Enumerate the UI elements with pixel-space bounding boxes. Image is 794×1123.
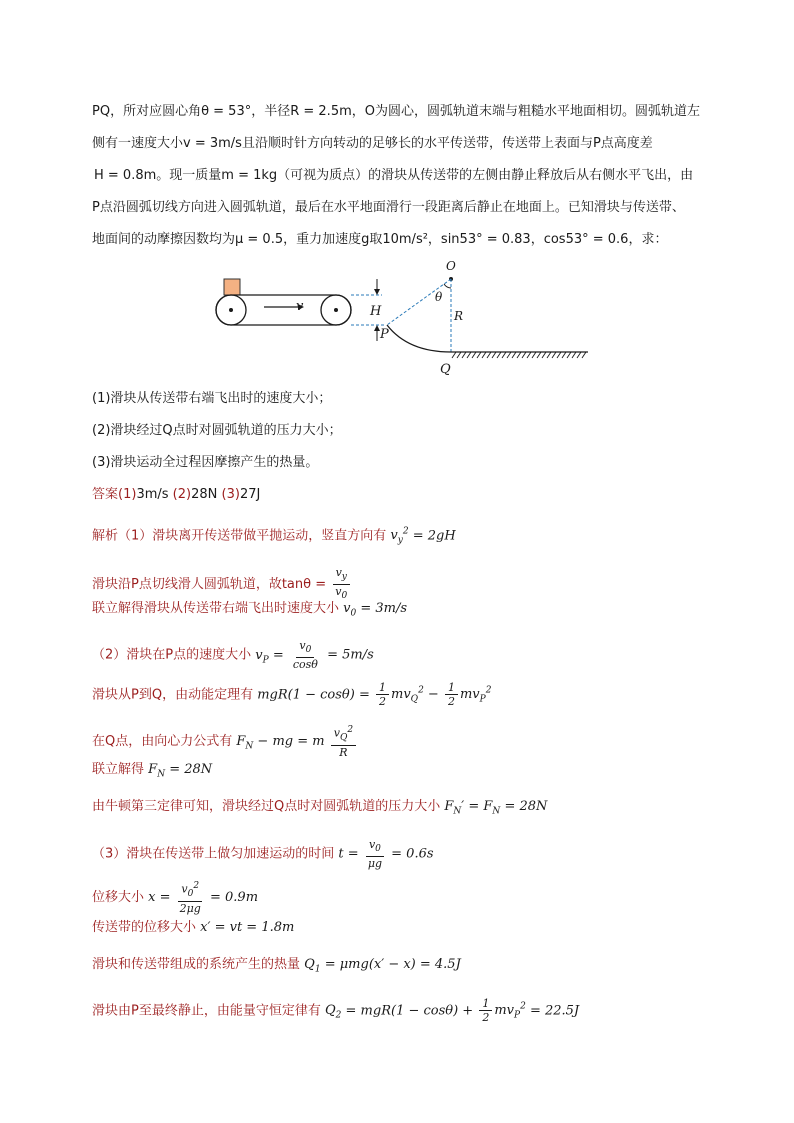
ground-hatch-mark	[577, 352, 581, 358]
ground-hatch-mark	[542, 352, 546, 358]
ground-hatch-mark	[512, 352, 516, 358]
ground-hatch-mark	[507, 352, 511, 358]
solution-line-13: 滑块由P至最终静止，由能量守恒定律有 $Q_2 = mgR(1 - \cos\theta)$ + $\frac{1}{2}$ $mv_P^2 = 22.5J$	[92, 997, 580, 1025]
ground-hatch-mark	[537, 352, 541, 358]
solution-line-4: （2）滑块在P点的速度大小 $v_P$ = $\frac{v_0}{\cos\theta}$ = 5m/s	[92, 639, 374, 672]
solution-line-2: 滑块沿P点切线滑人圆弧轨道，故tanθ = $\frac{v_y}{v_0}$	[92, 566, 352, 603]
solution-4-eq: = 5m/s	[327, 647, 374, 663]
ground-hatch-mark	[502, 352, 506, 358]
solution-9-text: （3）滑块在传送带上做匀加速运动的时间	[92, 846, 335, 862]
solution-2-text: 滑块沿P点切线滑人圆弧轨道，故tanθ =	[92, 577, 327, 593]
answer-3-value: 27J	[239, 487, 261, 502]
solution-line-7: 联立解得 $F_N = 28N$	[92, 762, 213, 780]
solution-3-eq: = 3m/s	[360, 601, 408, 616]
problem-line-1: PQ，所对应圆心角θ = 53°，半径R = 2.5m，O为圆心，圆弧轨道末端与粗糙水平地面相切。圆弧轨道左	[92, 104, 700, 119]
solution-line-5: 滑块从P到Q，由动能定理有 mgR(1 − cosθ) = $\frac{1}{2}$ $mv_Q^2$ − $\frac{1}{2}$ $mv_P^2$	[92, 681, 492, 709]
problem-line-5: 地面间的动摩擦因数均为μ = 0.5，重力加速度g取10m/s²，sin53° = 0.83，cos53° = 0.6，求：	[92, 232, 668, 247]
problem-line-3: H = 0.8m。现一质量m = 1kg（可视为质点）的滑块从传送带的左侧由静止释放后从右侧水平飞出，由	[94, 168, 694, 183]
solution-8-text: 由牛顿第三定律可知，滑块经过Q点时对圆弧轨道的压力大小	[92, 799, 441, 814]
point-q-label: Q	[440, 362, 451, 377]
ground-hatch-mark	[492, 352, 496, 358]
ground-hatch-mark	[482, 352, 486, 358]
solution-line-11	[92, 918, 294, 938]
ground-hatch-mark	[457, 352, 461, 358]
solution-10-eq: = 0.9m	[210, 889, 259, 905]
ground-hatch-mark	[477, 352, 481, 358]
radius-label: R	[454, 309, 464, 323]
ground-hatch-mark	[527, 352, 531, 358]
ground-hatch-mark	[472, 352, 476, 358]
ground-hatch-mark	[467, 352, 471, 358]
ground-hatch-mark	[557, 352, 561, 358]
solution-9-eq: = 0.6s	[391, 846, 434, 862]
solution-6-eq: − mg = m	[257, 733, 325, 749]
ground-hatch-mark	[452, 352, 456, 358]
problem-line-4: P点沿圆弧切线方向进入圆弧轨道，最后在水平地面滑行一段距离后静止在地面上。已知滑块与传送带、	[92, 200, 685, 215]
solution-11-eq: x′ = vt = 1.8m	[200, 920, 295, 935]
point-p-label: P	[380, 327, 389, 342]
solution-line-3: 联立解得滑块从传送带右端飞出时速度大小 $v_0 = 3m/s$	[92, 601, 408, 619]
ground-hatch-mark	[562, 352, 566, 358]
ground-hatch-mark	[552, 352, 556, 358]
ground-hatch-mark	[532, 352, 536, 358]
solution-7-eq: = 28N	[169, 762, 213, 777]
answer-2-tag: (2)	[172, 487, 192, 502]
solution-6-text: 在Q点，由向心力公式有	[92, 733, 233, 749]
solution-line-10: 位移大小 x = $\frac{v_0^2}{2\mu g}$ = 0.9m	[92, 881, 259, 915]
ground-hatch-mark	[497, 352, 501, 358]
problem-line-2: 侧有一速度大小v = 3m/s且沿顺时针方向转动的足够长的水平传送带，传送带上表面与P点高度差	[92, 136, 653, 151]
velocity-label: v	[296, 299, 304, 314]
center-label: O	[446, 259, 456, 273]
answer-2-value: 28N	[191, 487, 218, 502]
answer-3-tag: (3)	[221, 487, 240, 502]
solution-1-text: 解析（1）滑块离开传送带做平抛运动，竖直方向有	[92, 528, 387, 544]
ground-hatch-mark	[487, 352, 491, 358]
solution-5-text: 滑块从P到Q，由动能定理有	[92, 687, 254, 703]
angle-label: θ	[435, 290, 443, 304]
question-1: (1)滑块从传送带右端飞出时的速度大小；	[92, 391, 332, 406]
solution-3-text: 联立解得滑块从传送带右端飞出时速度大小	[92, 601, 340, 616]
ground-hatch-mark	[462, 352, 466, 358]
solution-line-12: 滑块和传送带组成的系统产生的热量 $Q_1 = \mu mg(x' - x) = 4.5J$	[92, 957, 461, 975]
answer-1-tag: (1)	[118, 487, 137, 502]
ground-hatch-mark	[567, 352, 571, 358]
solution-8-eq: = 28N	[504, 799, 548, 814]
conveyor-belt	[216, 295, 351, 325]
solution-line-9: （3）滑块在传送带上做匀加速运动的时间 t = $\frac{v_0}{\mu g}$ = 0.6s	[92, 838, 434, 871]
solution-1-eq: = 2gH	[412, 528, 456, 544]
ground-hatch-mark	[547, 352, 551, 358]
solution-line-6: 在Q点，由向心力公式有 $F_N$ − mg = m $\frac{v_Q^2}{R}$	[92, 724, 358, 759]
solution-11-text: 传送带的位移大小	[92, 920, 197, 935]
solution-line-8: 由牛顿第三定律可知，滑块经过Q点时对圆弧轨道的压力大小 $F_N' = F_N = 28N$	[92, 799, 548, 817]
solution-12-eq: = μmg(x′ − x) = 4.5J	[324, 957, 461, 972]
ground-hatch-mark	[522, 352, 526, 358]
ground-hatch-mark	[517, 352, 521, 358]
solution-13-text: 滑块由P至最终静止，由能量守恒定律有	[92, 1003, 321, 1019]
answer-line	[92, 485, 260, 505]
slider-block	[224, 279, 240, 295]
solution-13-tail: = 22.5J	[529, 1003, 580, 1019]
ground-hatch-mark	[582, 352, 586, 358]
question-3: (3)滑块运动全过程因摩擦产生的热量。	[92, 455, 319, 470]
solution-13-eq: = mgR(1 − cosθ) +	[345, 1003, 474, 1019]
solution-7-text: 联立解得	[92, 762, 145, 777]
answer-1-value: 3m/s	[136, 487, 169, 502]
arc-track	[387, 325, 451, 352]
ground-hatch-mark	[572, 352, 576, 358]
solution-4-text: （2）滑块在P点的速度大小	[92, 647, 252, 663]
answer-prefix: 答案	[92, 487, 119, 502]
question-2: (2)滑块经过Q点时对圆弧轨道的压力大小；	[92, 423, 342, 438]
physics-figure	[200, 255, 600, 380]
height-label: H	[370, 304, 382, 319]
solution-line-1: 解析（1）滑块离开传送带做平抛运动，竖直方向有 $v_y^2 = 2gH$	[92, 527, 456, 546]
solution-5-eq: mgR(1 − cosθ) =	[257, 687, 370, 703]
solution-12-text: 滑块和传送带组成的系统产生的热量	[92, 957, 301, 972]
solution-10-text: 位移大小	[92, 889, 145, 905]
